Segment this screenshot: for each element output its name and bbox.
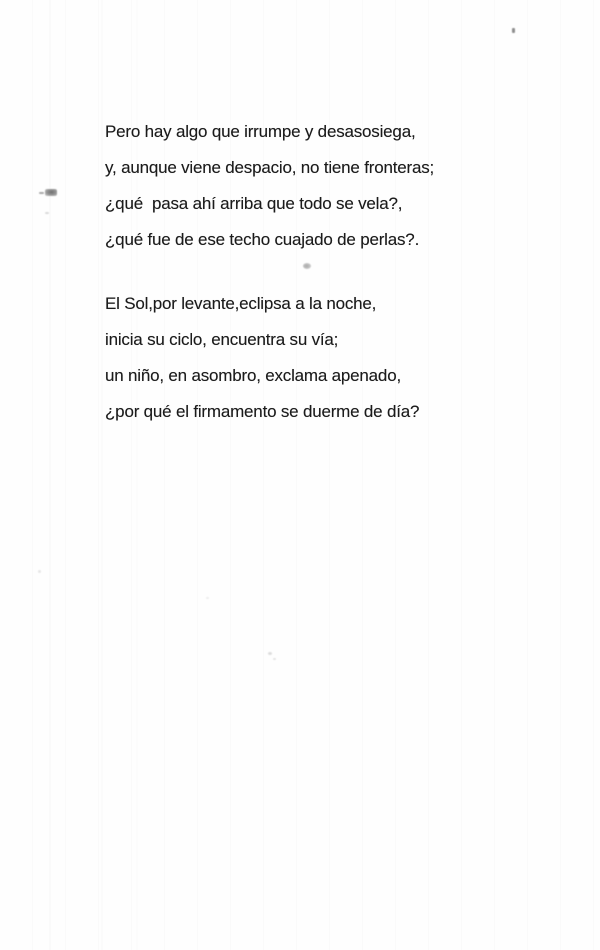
scan-speck [273,658,276,660]
scan-speck [512,28,515,33]
poem-stanza-2 [105,286,434,430]
scan-speck [268,652,272,655]
poem-line: ¿por qué el firmamento se duerme de día? [105,402,420,421]
poem-text-block [105,114,434,430]
poem-line: ¿qué fue de ese techo cuajado de perlas?. [105,230,420,249]
poem-line: Pero hay algo que irrumpe y desasosiega, [105,122,416,141]
poem-line: El Sol,por levante,eclipsa a la noche, [105,294,377,313]
poem-line: un niño, en asombro, exclama apenado, [105,366,401,385]
poem-line: y, aunque viene despacio, no tiene fronteras; [105,158,435,177]
scan-smudge [45,189,57,196]
scan-smudge [303,263,311,269]
poem-line: inicia su ciclo, encuentra su vía; [105,330,339,349]
poem-stanza-1 [105,114,434,258]
scan-speck [38,570,41,573]
poem-line: ¿qué pasa ahí arriba que todo se vela?, [105,194,403,213]
scan-speck [45,212,49,214]
scan-speck [206,597,209,599]
